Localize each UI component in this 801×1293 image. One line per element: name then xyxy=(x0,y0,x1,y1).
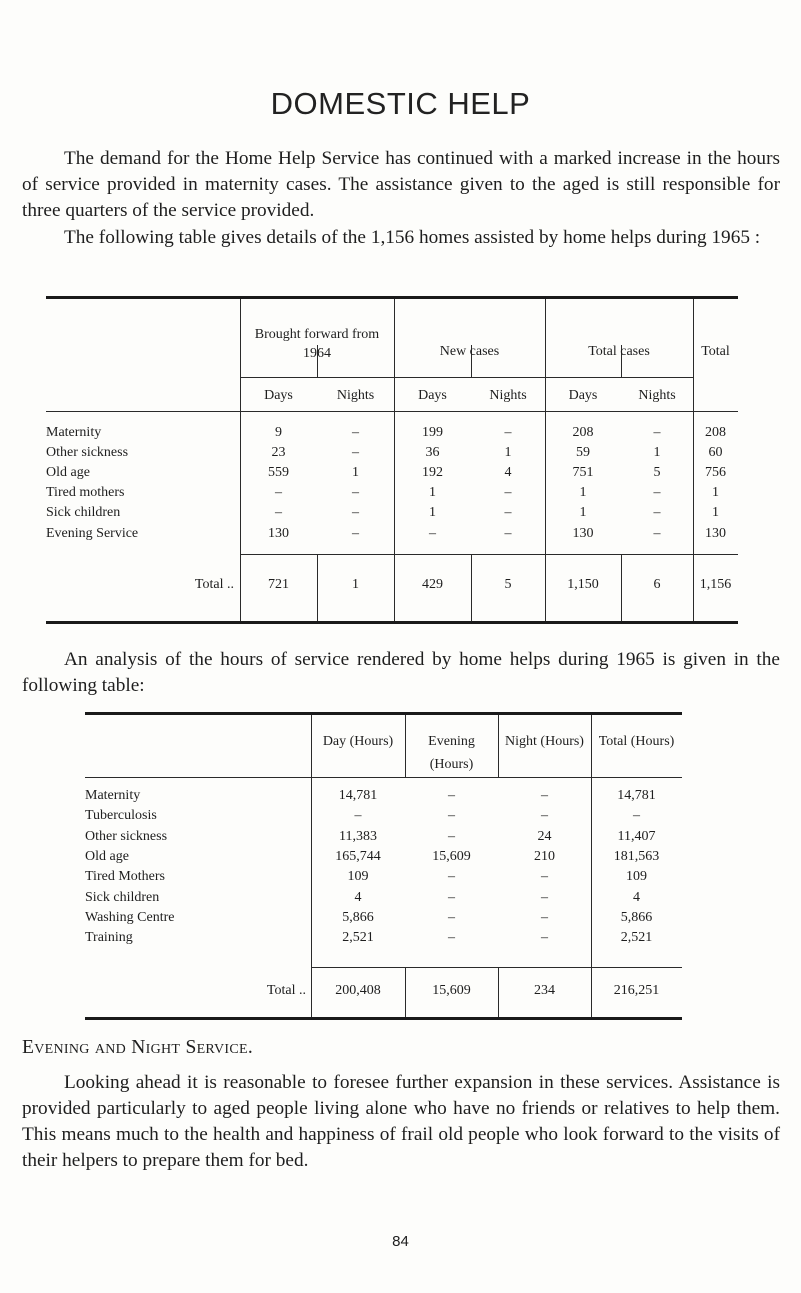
t1-cell: – xyxy=(352,425,359,440)
t1-cell: – xyxy=(352,485,359,500)
t1-cell: 9 xyxy=(275,425,282,440)
t1-sub-days: Days xyxy=(418,388,447,403)
t1-cell: 130 xyxy=(705,526,726,541)
t2-cell: 11,383 xyxy=(339,828,377,844)
t2-cell: 4 xyxy=(633,889,640,905)
t2-row-label: Old age xyxy=(85,848,129,864)
t2-header-total: Total (Hours) xyxy=(598,734,675,749)
t1-cell: 751 xyxy=(572,465,594,480)
t1-cell: – xyxy=(653,526,661,541)
t1-cell: 559 xyxy=(268,465,289,480)
t1-cell: 208 xyxy=(572,425,594,440)
t1-sub-nights: Nights xyxy=(638,388,676,403)
t1-cell: – xyxy=(275,505,282,520)
t1-cell: 1 xyxy=(579,485,587,500)
t1-cell: 208 xyxy=(705,425,726,440)
t2-cell: 2,521 xyxy=(620,930,653,946)
t1-cell: – xyxy=(504,505,512,520)
t2-cell: – xyxy=(448,828,455,844)
t1-total-cell: 1,150 xyxy=(567,577,599,592)
t2-cell: – xyxy=(633,808,640,824)
t1-cell: – xyxy=(504,425,512,440)
t2-cell: – xyxy=(541,808,548,824)
t1-cell: 1 xyxy=(352,465,359,480)
t2-cell: 15,609 xyxy=(432,848,471,864)
t2-hline xyxy=(85,777,682,778)
t1-total-cell: 5 xyxy=(504,577,512,592)
t1-total-cell: 1,156 xyxy=(699,577,732,592)
intro-paragraph-2: The following table gives details of the 1,156 homes assisted by home helps during 1965 : xyxy=(64,227,761,248)
t2-total-cell: 200,408 xyxy=(335,983,381,998)
t1-cell: – xyxy=(429,526,436,541)
t2-vline xyxy=(311,715,312,1017)
t2-cell: 14,781 xyxy=(338,788,378,803)
t1-row-label: Maternity xyxy=(46,425,102,440)
t1-cell: 192 xyxy=(422,465,443,480)
t2-cell: 165,744 xyxy=(335,848,381,864)
t1-cell: – xyxy=(653,485,661,500)
t1-total-cell: 429 xyxy=(422,577,443,592)
t1-sub-days: Days xyxy=(264,388,293,403)
t2-cell: – xyxy=(448,808,455,824)
t2-total-cell: 234 xyxy=(534,983,555,998)
t1-sub-nights: Nights xyxy=(489,388,527,403)
t2-cell: 109 xyxy=(347,869,369,885)
t2-row-label: Training xyxy=(85,930,133,946)
t1-cell: 1 xyxy=(712,505,719,520)
page-number: 84 xyxy=(392,1233,409,1250)
t2-total-cell: 15,609 xyxy=(432,983,471,998)
t1-cell: 60 xyxy=(708,445,723,460)
t2-cell: – xyxy=(448,909,455,925)
t2-header-day: Day (Hours) xyxy=(322,734,394,749)
table1-bottom-rule xyxy=(46,621,738,624)
t1-row-label: Other sickness xyxy=(46,445,129,460)
t2-cell: 2,521 xyxy=(342,930,374,946)
t1-cell: 130 xyxy=(268,526,289,541)
t1-sub-days: Days xyxy=(568,388,598,403)
t1-cell: 23 xyxy=(271,445,286,460)
t1-cell: 1 xyxy=(429,485,436,500)
table1-top-rule xyxy=(46,296,738,299)
t1-cell: 756 xyxy=(705,465,726,480)
t1-row-label: Evening Service xyxy=(46,526,139,541)
t1-cell: – xyxy=(504,485,512,500)
t2-cell: – xyxy=(448,930,455,946)
t1-total-cell: 1 xyxy=(352,577,359,592)
t2-cell: – xyxy=(541,869,548,885)
page-title: DOMESTIC HELP xyxy=(270,86,531,121)
t2-cell: 5,866 xyxy=(620,909,653,925)
t1-header-brought-forward: Brought forward from 1964 xyxy=(254,327,380,361)
t1-cell: – xyxy=(352,505,359,520)
t1-cell: 59 xyxy=(576,445,590,460)
table2-bottom-rule xyxy=(85,1017,682,1020)
t1-header-new-cases: New cases xyxy=(439,344,500,359)
t2-header-night: Night (Hours) xyxy=(505,734,584,749)
t1-cell: – xyxy=(352,445,359,460)
closing-paragraph: Looking ahead it is reasonable to foresee further expansion in these services. Assistance is provided particularly to aged people living alone who have no friends or relatives to help them. This means much to the health and happiness of frail old people who look forward to the visits of their helpers to prepare them for bed. xyxy=(22,1072,780,1171)
t1-hline xyxy=(240,554,738,555)
t1-sub-nights: Nights xyxy=(336,388,375,403)
t1-total-cell: 6 xyxy=(653,577,661,592)
t2-cell: 181,563 xyxy=(613,848,660,864)
t1-row-label: Old age xyxy=(46,465,90,480)
table2-top-rule xyxy=(85,712,682,715)
t1-cell: 4 xyxy=(504,465,512,480)
analysis-paragraph: An analysis of the hours of service rendered by home helps during 1965 is given in the following table: xyxy=(22,649,780,696)
t1-total-label: Total .. xyxy=(194,577,234,592)
t2-vline xyxy=(591,715,592,1017)
t2-hline xyxy=(311,967,682,968)
t2-cell: – xyxy=(448,869,455,885)
t1-cell: 1 xyxy=(653,445,661,460)
t2-cell: – xyxy=(541,788,548,803)
t1-cell: 5 xyxy=(653,465,661,480)
t2-cell: 210 xyxy=(534,848,555,864)
t2-cell: 4 xyxy=(354,889,362,905)
t1-cell: 36 xyxy=(425,445,440,460)
t1-row-label: Sick children xyxy=(46,505,121,520)
t2-cell: – xyxy=(448,889,455,905)
t2-cell: – xyxy=(354,808,362,824)
t2-row-label: Tuberculosis xyxy=(85,808,157,824)
t2-header-evening: Evening (Hours) xyxy=(428,734,475,772)
t1-total-cell: 721 xyxy=(268,577,289,592)
t2-cell: 5,866 xyxy=(342,909,374,925)
t2-row-label: Washing Centre xyxy=(85,909,175,925)
section-heading: Evening and Night Service. xyxy=(22,1037,253,1058)
t2-row-label: Sick children xyxy=(85,889,160,905)
t1-cell: 1 xyxy=(429,505,436,520)
t1-cell: 199 xyxy=(422,425,443,440)
t1-cell: – xyxy=(275,485,282,500)
t2-row-label: Tired Mothers xyxy=(85,869,165,885)
t2-cell: – xyxy=(448,788,455,803)
t1-hline xyxy=(46,411,738,412)
t1-cell: 1 xyxy=(712,485,719,500)
t2-cell: – xyxy=(541,930,548,946)
t2-cell: 11,407 xyxy=(617,828,656,844)
t2-cell: 14,781 xyxy=(617,788,656,803)
t2-cell: 109 xyxy=(626,869,647,885)
t2-row-label: Maternity xyxy=(85,788,141,803)
t1-row-label: Tired mothers xyxy=(46,485,125,500)
t1-cell: – xyxy=(504,526,512,541)
t1-cell: 1 xyxy=(579,505,587,520)
t1-hline xyxy=(240,377,693,378)
intro-paragraph-1: The demand for the Home Help Service has continued with a marked increase in the hours of service provided in maternity cases. The assistance given to the aged is still responsible for three quarters of the service provided. xyxy=(22,148,780,221)
t2-cell: – xyxy=(541,889,548,905)
t2-cell: – xyxy=(541,909,548,925)
t2-row-label: Other sickness xyxy=(85,828,168,844)
t1-cell: – xyxy=(653,505,661,520)
t1-cell: – xyxy=(352,526,359,541)
t2-total-cell: 216,251 xyxy=(613,983,660,998)
t2-cell: 24 xyxy=(537,828,552,844)
t1-header-total-cases: Total cases xyxy=(588,344,650,359)
t1-cell: 1 xyxy=(504,445,512,460)
t1-cell: 130 xyxy=(572,526,594,541)
t1-cell: – xyxy=(653,425,661,440)
t2-total-label: Total .. xyxy=(266,983,306,998)
t1-header-total: Total xyxy=(701,344,730,359)
